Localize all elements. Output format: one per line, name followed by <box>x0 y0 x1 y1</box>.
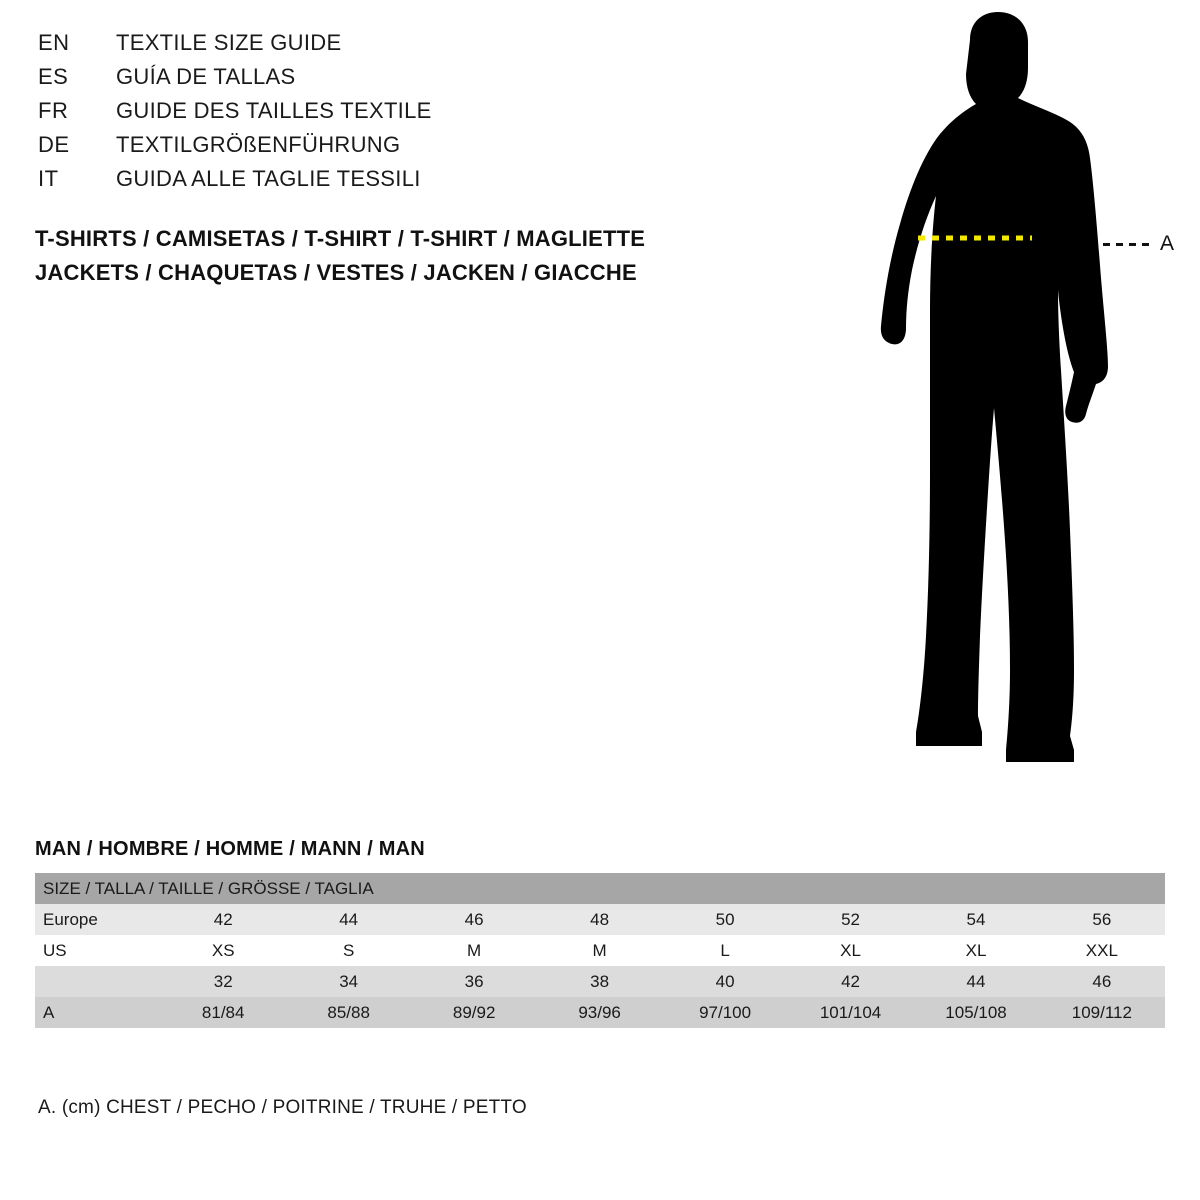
chest-measure-line <box>820 10 1190 800</box>
language-heading-list <box>38 30 798 200</box>
table-header-row <box>35 873 1165 904</box>
table-cell: 85/88 <box>286 997 411 1028</box>
table-cell: 44 <box>913 966 1038 997</box>
table-cell: 56 <box>1039 904 1165 935</box>
row-label: US <box>35 935 160 966</box>
category-tshirts: T-SHIRTS / CAMISETAS / T-SHIRT / T-SHIRT / MAGLIETTE <box>35 226 646 251</box>
table-cell: 42 <box>160 904 285 935</box>
table-cell: 54 <box>913 904 1038 935</box>
table-cell: 36 <box>411 966 536 997</box>
language-row <box>38 64 798 98</box>
table-cell: 42 <box>788 966 913 997</box>
table-cell: 46 <box>411 904 536 935</box>
table-cell: 52 <box>788 904 913 935</box>
table-row <box>35 997 1165 1028</box>
table-title: MAN / HOMBRE / HOMME / MANN / MAN <box>35 838 425 860</box>
language-title: TEXTILE SIZE GUIDE <box>116 30 342 55</box>
table-cell: XS <box>160 935 285 966</box>
table-row <box>35 966 1165 997</box>
language-title: GUIDE DES TAILLES TEXTILE <box>116 98 432 123</box>
table-cell: 50 <box>662 904 787 935</box>
measure-label-a: A <box>1160 232 1175 255</box>
table-cell: XXL <box>1039 935 1165 966</box>
row-label: A <box>35 997 160 1028</box>
table-footnote: A. (cm) CHEST / PECHO / POITRINE / TRUHE / PETTO <box>38 1097 527 1118</box>
row-label: Europe <box>35 904 160 935</box>
table-cell: XL <box>788 935 913 966</box>
language-row <box>38 132 798 166</box>
table-row <box>35 904 1165 935</box>
table-cell: 93/96 <box>537 997 662 1028</box>
table-cell: M <box>537 935 662 966</box>
table-cell: 44 <box>286 904 411 935</box>
table-cell: 109/112 <box>1039 997 1165 1028</box>
table-cell: 105/108 <box>913 997 1038 1028</box>
table-cell: 89/92 <box>411 997 536 1028</box>
table-cell: 38 <box>537 966 662 997</box>
language-code: EN <box>38 30 70 55</box>
table-cell: M <box>411 935 536 966</box>
language-code: IT <box>38 166 59 191</box>
language-title: GUIDA ALLE TAGLIE TESSILI <box>116 166 421 191</box>
language-row <box>38 98 798 132</box>
language-row <box>38 30 798 64</box>
table-row <box>35 935 1165 966</box>
body-figure <box>820 10 1190 800</box>
table-cell: 101/104 <box>788 997 913 1028</box>
language-code: DE <box>38 132 70 157</box>
table-cell: 97/100 <box>662 997 787 1028</box>
row-label <box>35 966 160 997</box>
language-code: ES <box>38 64 69 89</box>
table-cell: 40 <box>662 966 787 997</box>
table-cell: L <box>662 935 787 966</box>
category-jackets: JACKETS / CHAQUETAS / VESTES / JACKEN / GIACCHE <box>35 260 637 285</box>
table-cell: XL <box>913 935 1038 966</box>
table-cell: 81/84 <box>160 997 285 1028</box>
table-cell: S <box>286 935 411 966</box>
table-cell: 34 <box>286 966 411 997</box>
table-header-label: SIZE / TALLA / TAILLE / GRÖSSE / TAGLIA <box>35 873 1165 904</box>
measure-leader-dash-icon <box>1103 243 1149 246</box>
language-title: GUÍA DE TALLAS <box>116 64 296 89</box>
garment-category-list <box>35 222 815 290</box>
language-title: TEXTILGRÖßENFÜHRUNG <box>116 132 401 157</box>
size-table-section <box>35 838 1165 1028</box>
table-cell: 46 <box>1039 966 1165 997</box>
table-cell: 32 <box>160 966 285 997</box>
language-row <box>38 166 798 200</box>
table-cell: 48 <box>537 904 662 935</box>
size-table <box>35 873 1165 1028</box>
language-code: FR <box>38 98 69 123</box>
